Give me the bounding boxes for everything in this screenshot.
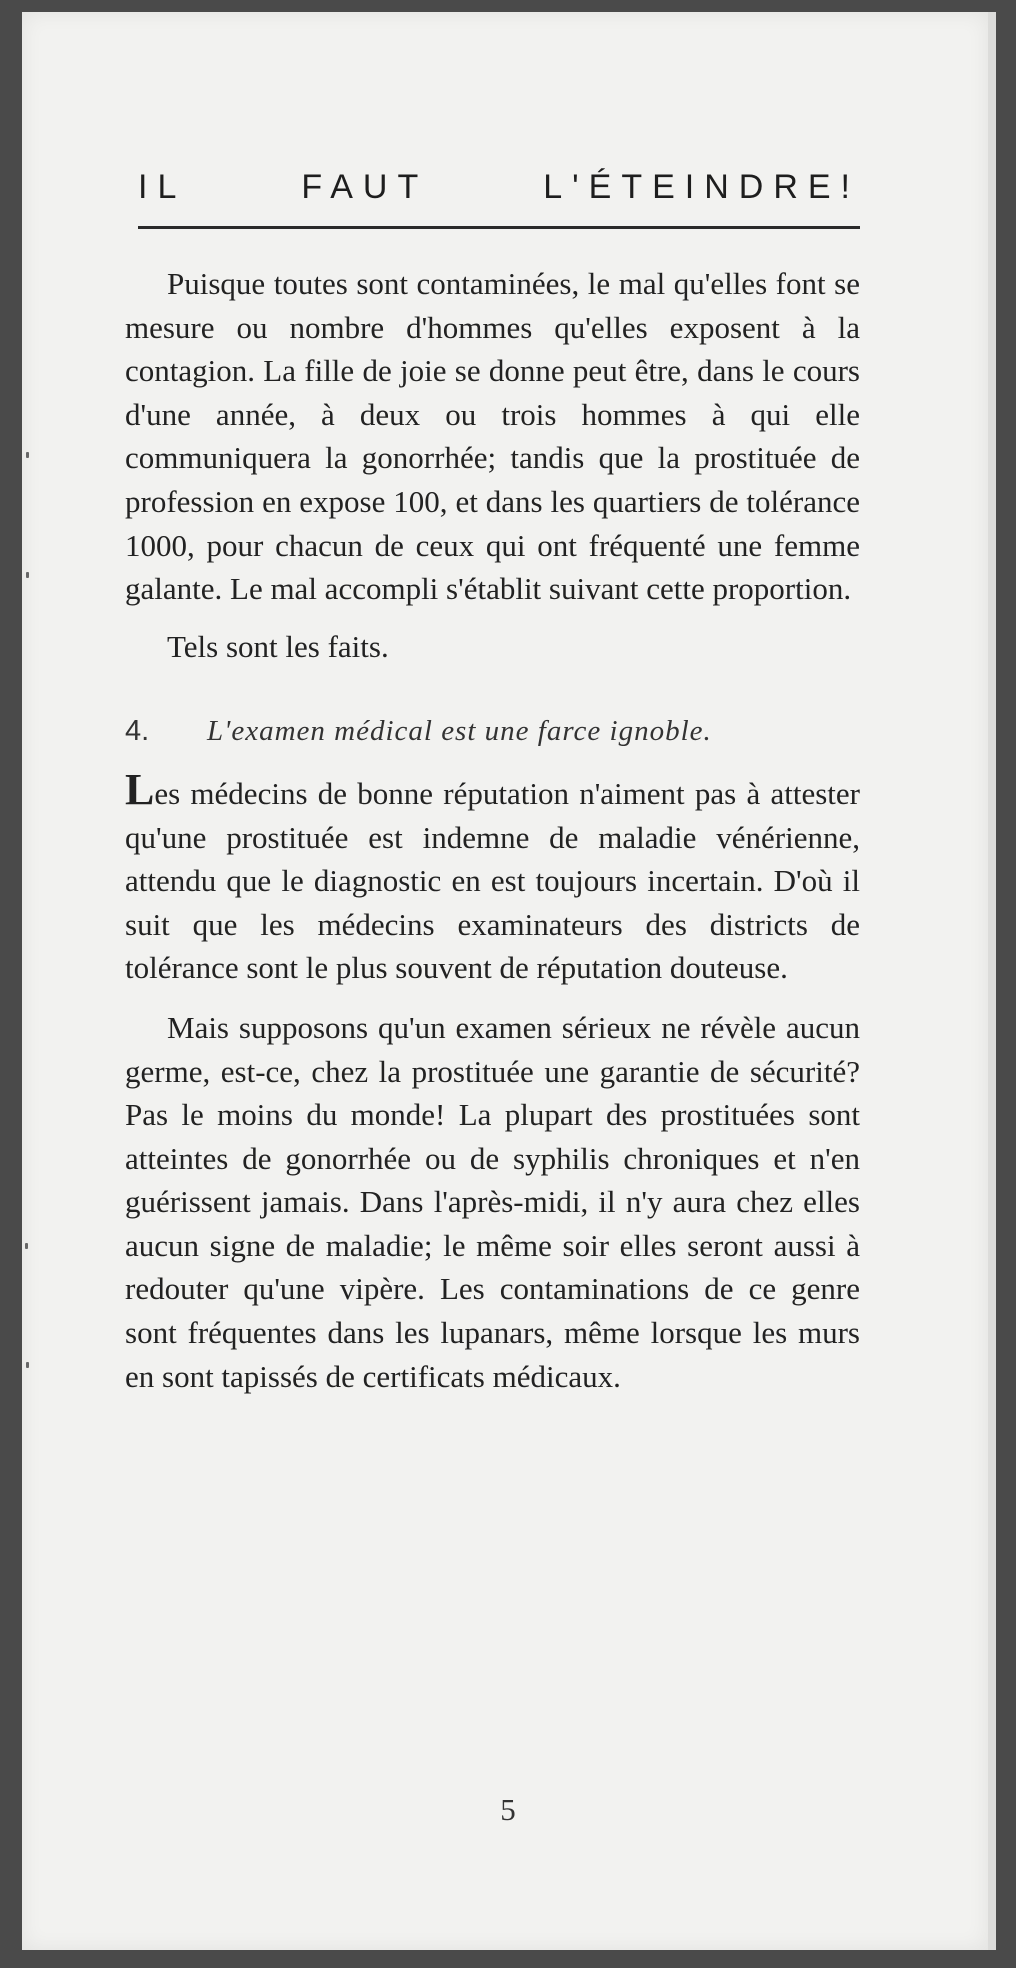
page-number: 5 [500, 1792, 516, 1827]
page-edge [988, 12, 996, 1950]
paragraph-text: es médecins de bonne réputation n'aiment pas à attester qu'une prostituée est indemne de maladie vénérienne, attendu que le diagnostic en est toujours incertain. D'où il suit que les médecins examinateurs des districts de tolérance sont le plus souvent de réputation douteuse. [125, 775, 860, 986]
header-word: L'ÉTEINDRE! [543, 168, 860, 206]
scan-speck [25, 1243, 28, 1249]
scan-speck [26, 572, 29, 578]
page-body [125, 262, 860, 1398]
header-word: FAUT [301, 168, 429, 206]
header-word: IL [138, 168, 187, 206]
scan-speck [26, 452, 29, 458]
section-heading [125, 710, 860, 754]
section-number: 4. [125, 715, 150, 748]
section-title: L'examen médical est une farce ignoble. [207, 715, 712, 748]
header-rule [138, 226, 860, 229]
scan-speck [26, 1362, 29, 1368]
paragraph: Tels sont les faits. [167, 628, 389, 664]
paragraph: Mais supposons qu'un examen sérieux ne révèle aucun germe, est-ce, chez la prostituée une garantie de sécurité? Pas le moins du monde! La plupart des prostituées sont atteintes de gonorrhée ou de syphilis chroniques et n'en guérissent jamais. Dans l'après-midi, il n'y aura chez elles aucun signe de maladie; le même soir elles seront aussi à redouter qu'une vipère. Les contaminations de ce genre sont fréquentes dans les lupanars, même lorsque les murs en sont tapissés de certificats médicaux. [125, 1009, 860, 1394]
paragraph: Puisque toutes sont contaminées, le mal qu'elles font se mesure ou nombre d'hommes qu'elles exposent à la contagion. La fille de joie se donne peut être, dans le cours d'une année, à deux ou trois hommes à qui elle communiquera la gonorrhée; tandis que la prostituée de profession en expose 100, et dans les quartiers de tolérance 1000, pour chacun de ceux qui ont fréquenté une femme galante. Le mal accompli s'établit suivant cette proportion. [125, 266, 860, 607]
drop-cap: L [125, 764, 155, 814]
paragraph [125, 764, 860, 990]
running-header [138, 168, 860, 207]
